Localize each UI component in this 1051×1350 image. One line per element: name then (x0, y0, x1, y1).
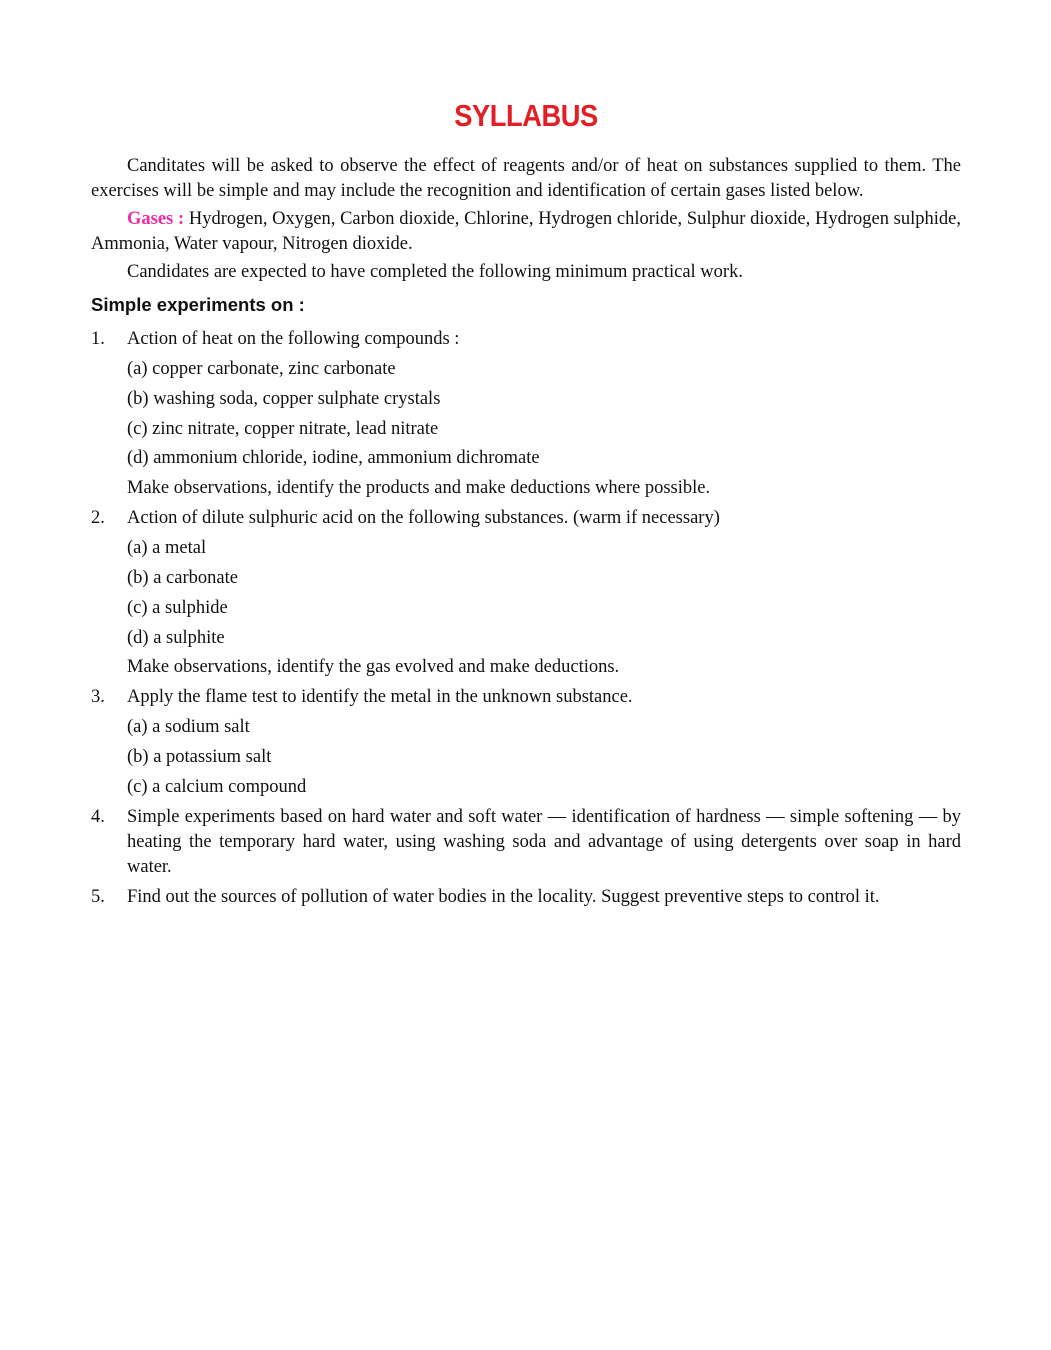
sub-item: (c) zinc nitrate, copper nitrate, lead nitrate (127, 418, 439, 439)
item-note: Make observations, identify the products and make deductions where possible. (127, 478, 711, 499)
item-text: Apply the flame test to identify the metal in the unknown substance. (127, 687, 633, 708)
item-number: 2. (91, 508, 105, 529)
list-item (91, 885, 961, 910)
sub-item: (b) washing soda, copper sulphate crystals (127, 388, 441, 409)
intro-paragraph: Canditates will be asked to observe the effect of reagents and/or of heat on substances supplied to them. The exercises will be simple and may include the recognition and identification of certain gases listed below. (91, 156, 961, 201)
sub-item: (a) a metal (127, 538, 207, 559)
sub-item: (b) a potassium salt (127, 747, 272, 768)
gases-paragraph (91, 207, 961, 257)
item-number: 4. (91, 806, 105, 827)
sub-item: (a) a sodium salt (127, 717, 250, 738)
page-title: SYLLABUS (454, 98, 598, 133)
list-item (91, 685, 961, 800)
syllabus-page (91, 96, 961, 915)
item-text: Action of heat on the following compounds : (127, 329, 460, 349)
sub-item: (d) ammonium chloride, iodine, ammonium dichromate (127, 448, 540, 469)
item-number: 3. (91, 687, 105, 708)
sub-item: (c) a sulphide (127, 597, 228, 618)
list-item (91, 805, 961, 880)
gases-label: Gases : (127, 209, 185, 229)
item-text: Find out the sources of pollution of water bodies in the locality. Suggest preventive steps to control it. (127, 886, 880, 907)
sub-item: (b) a carbonate (127, 567, 238, 588)
item-number: 1. (91, 329, 105, 349)
item-text: Action of dilute sulphuric acid on the following substances. (warm if necessary) (127, 508, 720, 529)
sub-item: (d) a sulphite (127, 627, 225, 648)
gases-list: Hydrogen, Oxygen, Carbon dioxide, Chlorine, Hydrogen chloride, Sulphur dioxide, Hydrogen sulphide, Ammonia, Water vapour, Nitrogen dioxide. (91, 209, 962, 254)
practical-work-paragraph: Candidates are expected to have completed the following minimum practical work. (127, 262, 743, 282)
item-text: Simple experiments based on hard water and soft water — identification of hardness — simple softening — by heating the temporary hard water, using washing soda and advantage of using detergents over soap in hard water. (127, 806, 961, 877)
sub-item: (c) a calcium compound (127, 776, 307, 797)
list-item (91, 506, 961, 680)
item-note: Make observations, identify the gas evolved and make deductions. (127, 657, 620, 678)
item-number: 5. (91, 886, 105, 907)
section-heading: Simple experiments on : (91, 294, 305, 315)
sub-item: (a) copper carbonate, zinc carbonate (127, 359, 396, 379)
list-item (91, 327, 961, 501)
